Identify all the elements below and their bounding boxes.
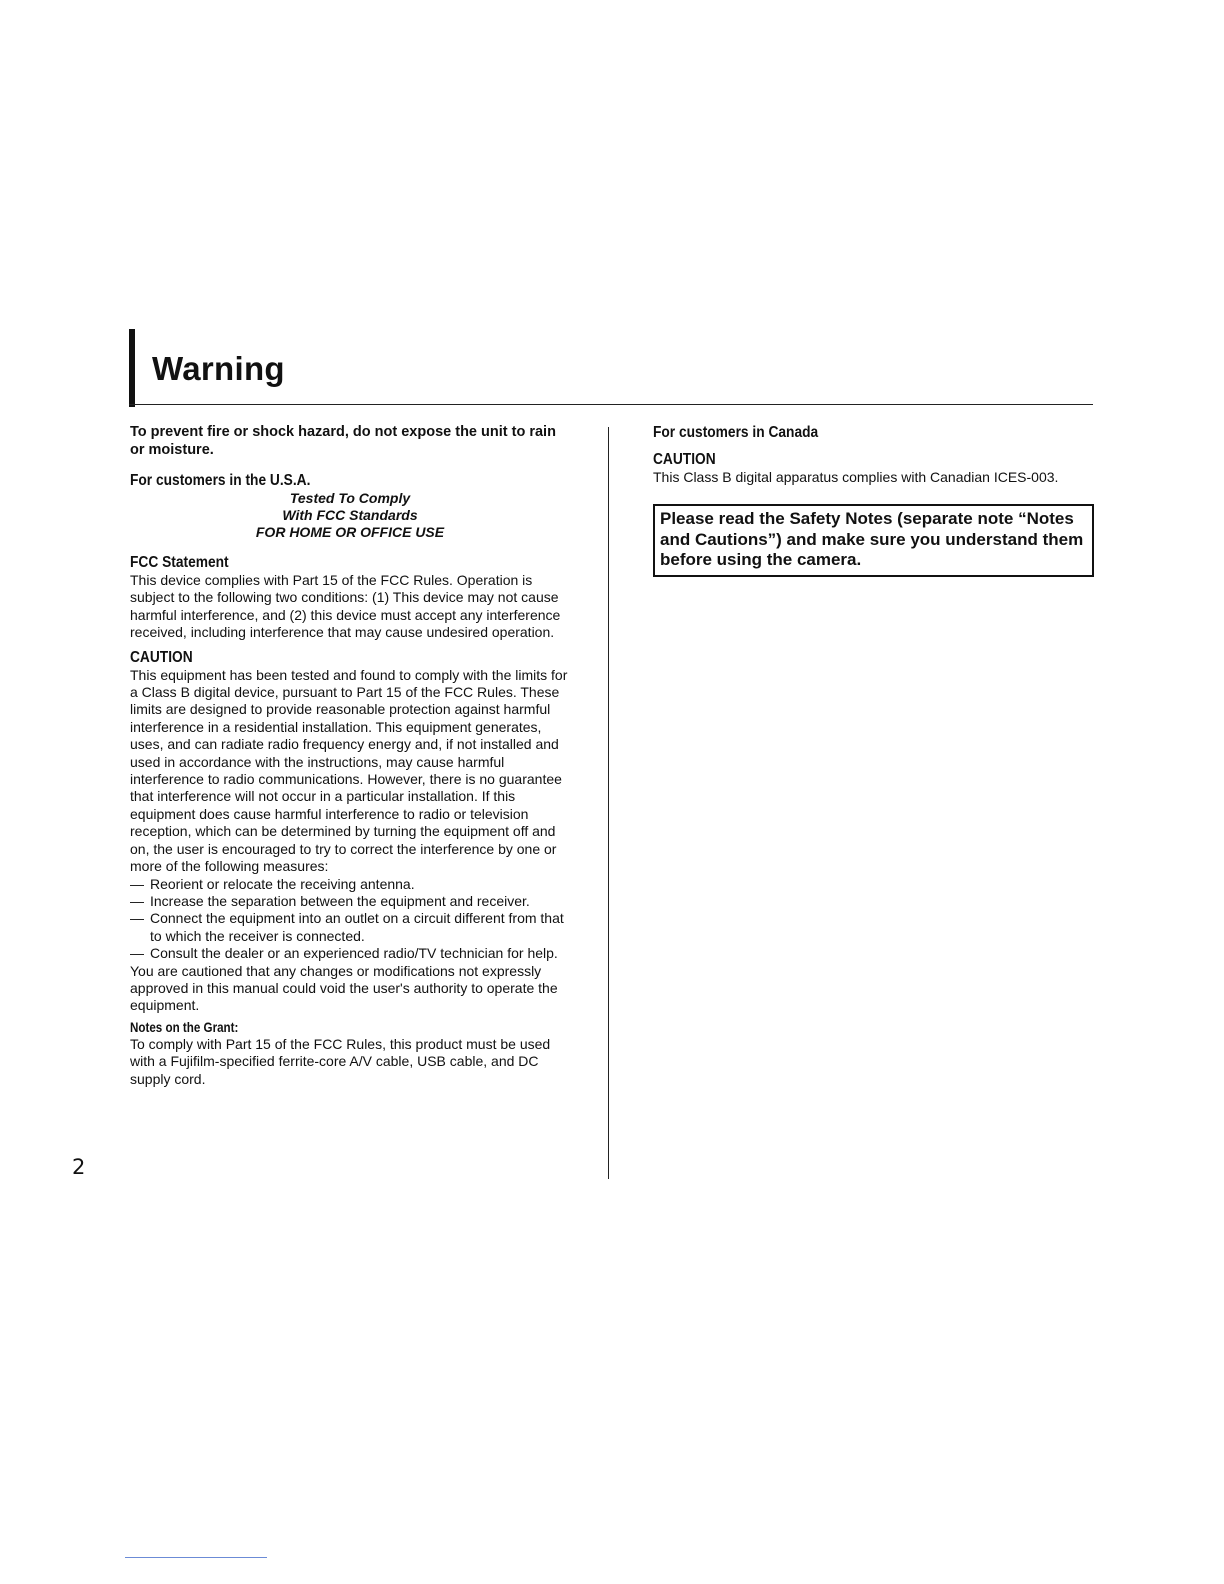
measures-list: [130, 876, 570, 963]
canada-heading: For customers in Canada: [653, 424, 819, 441]
page-title: Warning: [152, 350, 285, 387]
fcc-logo-line-3: FOR HOME OR OFFICE USE: [255, 524, 445, 540]
fcc-logo-line-1: Tested To Comply: [289, 490, 411, 506]
fcc-statement-text: This device complies with Part 15 of the FCC Rules. Operation is subject to the following two conditions: (1) This device may not cause harmful interference, and (2) this device must accept any interference received, including interference that may cause undesired operation.: [130, 572, 561, 641]
footer-rule: [125, 1557, 267, 1558]
caution-text: This equipment has been tested and found to comply with the limits for a Class B digital device, pursuant to Part 15 of the FCC Rules. These limits are designed to provide reasonable protection against harmful interference in a residential installation. This equipment generates, uses, and can radiate radio frequency energy and, if not installed and used in accordance with the instructions, may cause harmful interference to radio communications. However, there is no guarantee that interference will not occur in a particular installation. If this equipment does cause harmful interference to radio or television reception, which can be determined by turning the equipment off and on, the user is encouraged to try to correct the interference by one or more of the following measures:: [130, 666, 568, 875]
fcc-compliance-logo: [130, 490, 570, 541]
title-accent-bar: [129, 329, 135, 407]
caution-heading: CAUTION: [130, 648, 193, 666]
title-rule: [129, 404, 1093, 405]
hazard-intro: To prevent fire or shock hazard, do not expose the unit to rain or moisture.: [130, 424, 556, 458]
fcc-logo-line-2: With FCC Standards: [282, 507, 418, 523]
fcc-statement-heading: FCC Statement: [130, 554, 229, 571]
list-item: — Reorient or relocate the receiving antenna.: [130, 875, 415, 892]
grant-heading: Notes on the Grant:: [130, 1019, 239, 1035]
list-item: — Connect the equipment into an outlet on a circuit different from that to which the receiver is connected.: [130, 910, 564, 944]
canada-caution-text: This Class B digital apparatus complies with Canadian ICES-003.: [653, 469, 1059, 485]
canada-caution-heading: CAUTION: [653, 451, 716, 468]
list-item: — Consult the dealer or an experienced radio/TV technician for help.: [130, 945, 558, 962]
list-item: — Increase the separation between the equipment and receiver.: [130, 892, 530, 909]
caution-footer: You are cautioned that any changes or modifications not expressly approved in this manual could void the user's authority to operate the equipment.: [130, 962, 558, 1014]
right-column: [653, 423, 1093, 577]
page-number: 2: [72, 1155, 86, 1179]
safety-notice-text: Please read the Safety Notes (separate note “Notes and Cautions”) and make sure you understand them before using the camera.: [660, 509, 1084, 570]
column-divider: [608, 427, 609, 1179]
grant-text: To comply with Part 15 of the FCC Rules, this product must be used with a Fujifilm-specified ferrite-core A/V cable, USB cable, and DC supply cord.: [130, 1035, 551, 1087]
left-column: [130, 423, 570, 1088]
safety-notice-box: [653, 504, 1094, 577]
usa-heading: For customers in the U.S.A.: [130, 472, 311, 489]
